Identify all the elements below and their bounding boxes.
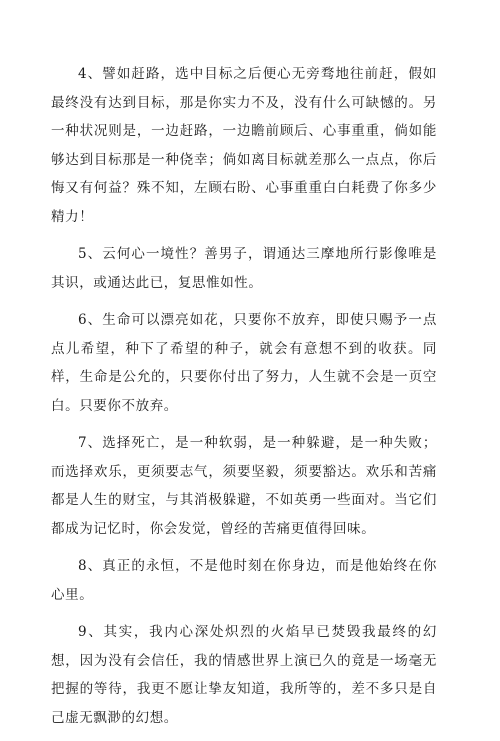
paragraph-7: 7、选择死亡，是一种软弱，是一种躲避，是一种失败；而选择欢乐，更须要志气，须要坚毅，须要豁达。欢乐和苦痛都是人生的财宝，与其消极躲避，不如英勇一些面对。当它们都成为记忆时，你会发觉，曾经的苦痛更值得回味。 [51, 435, 437, 537]
paragraph-5: 5、云何心一境性？善男子，谓通达三摩地所行影像唯是其识，或通达此已，复思惟如性。 [51, 246, 437, 291]
document-body [51, 60, 437, 741]
paragraph-9: 9、其实，我内心深处炽烈的火焰早已焚毁我最终的幻想，因为没有会信任，我的情感世界上演已久的竟是一场毫无把握的等待，我更不愿让挚友知道，我所等的，差不多只是自己虚无飘渺的幻想。 [51, 624, 437, 726]
paragraph-8: 8、真正的永恒，不是他时刻在你身边，而是他始终在你心里。 [51, 558, 437, 603]
paragraph-4: 4、譬如赶路，选中目标之后便心无旁骛地往前赶，假如最终没有达到目标，那是你实力不及，没有什么可缺憾的。另一种状况则是，一边赶路，一边瞻前顾后、心事重重，倘如能够达到目标那是一种侥幸；倘如离目标就差那么一点点，你后悔又有何益？殊不知，左顾右盼、心事重重白白耗费了你多少精力！ [51, 66, 437, 225]
paragraph-6: 6、生命可以漂亮如花，只要你不放弃，即使只赐予一点点儿希望，种下了希望的种子，就会有意想不到的收获。同样，生命是公允的，只要你付出了努力，人生就不会是一页空白。只要你不放弃。 [51, 312, 437, 414]
